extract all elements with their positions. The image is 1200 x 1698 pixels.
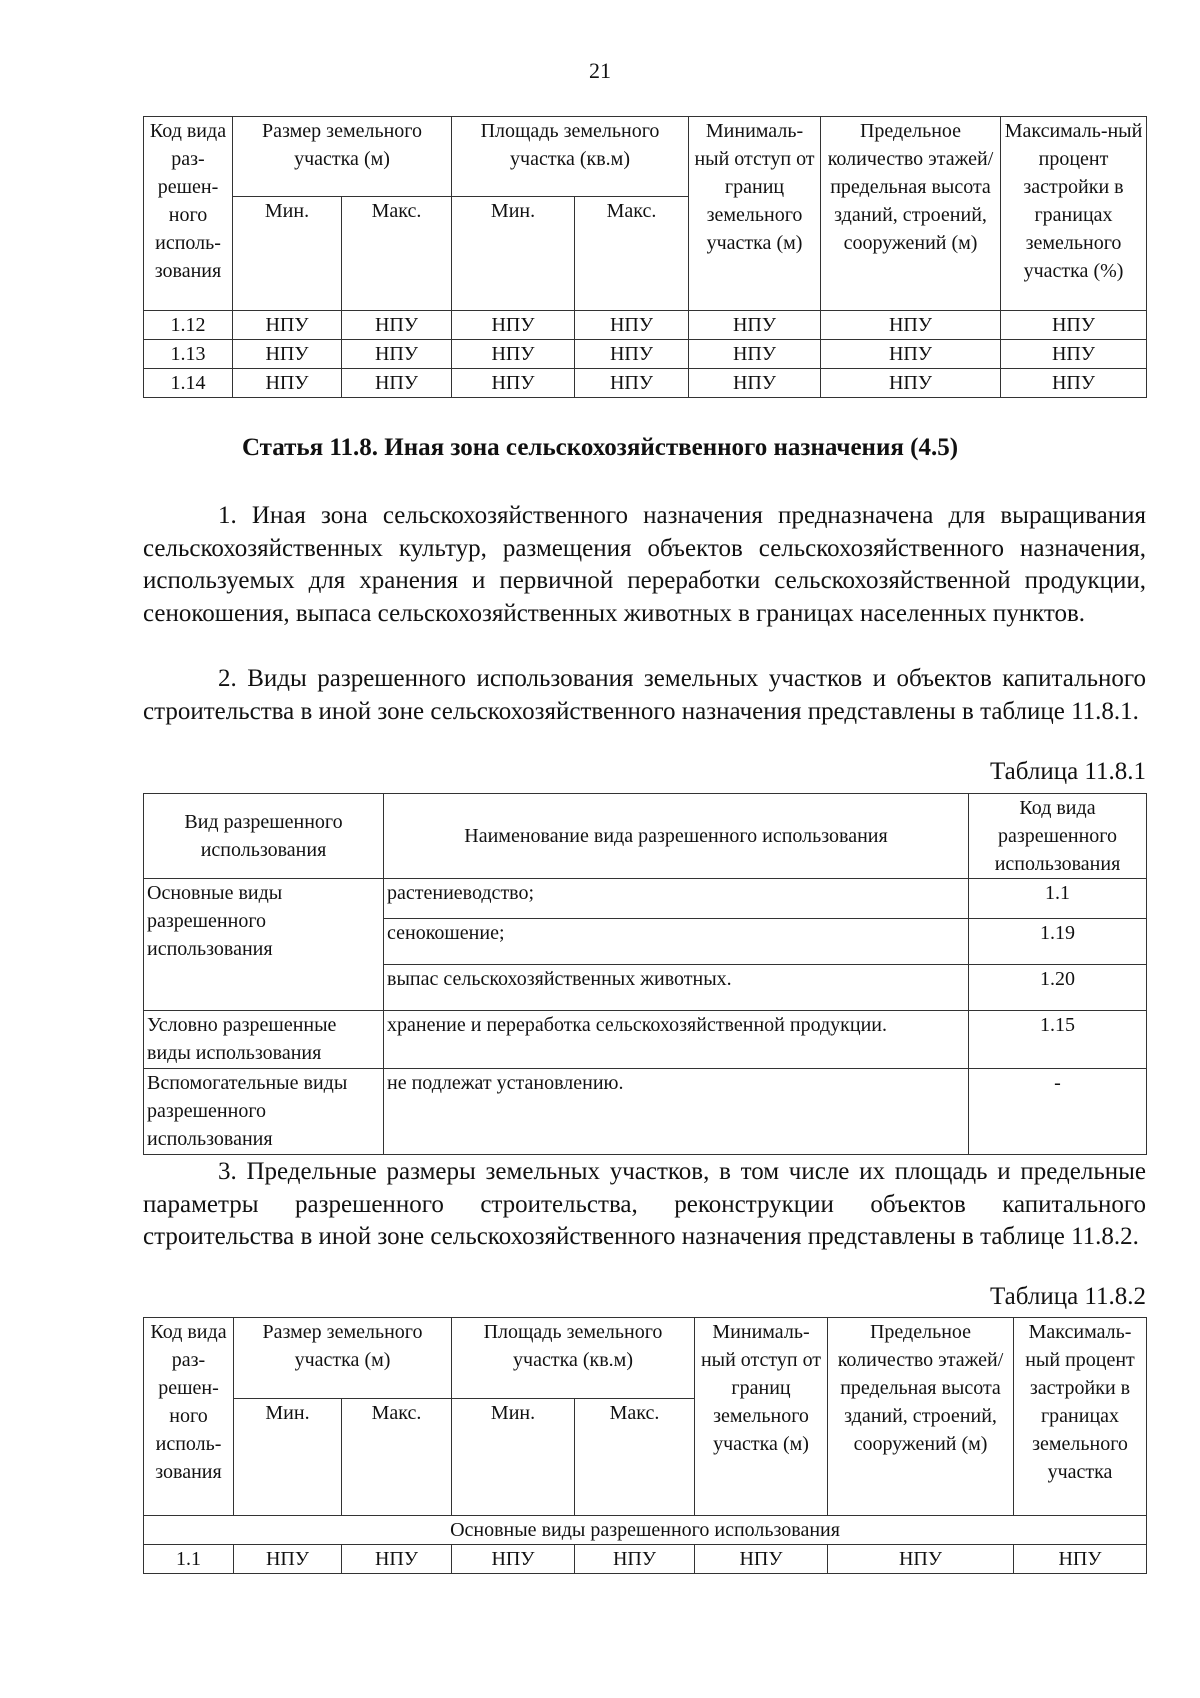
row-value: НПУ: [233, 340, 342, 369]
row-value: НПУ: [233, 311, 342, 340]
row-value: НПУ: [342, 311, 452, 340]
row-value: НПУ: [575, 1545, 695, 1574]
use-code: 1.19: [969, 919, 1147, 965]
row-value: НПУ: [689, 369, 821, 398]
row-code: 1.13: [144, 340, 233, 369]
page-number: 21: [589, 58, 611, 83]
header-area-max: Макс.: [575, 197, 689, 311]
paragraph-3: 3. Предельные размеры земельных участков, в том числе их площадь и предельные параметры разрешенного строительства, реконструкции объектов капитального строительства в иной зоне сельскохозяйственного назначения представлены в таблице 11.8.2.: [143, 1158, 1146, 1250]
parameters-table-continued: [143, 116, 1147, 398]
group-conditional-uses: Условно разрешенные виды использования: [144, 1011, 384, 1069]
parameters-table-11-8-2: [143, 1317, 1147, 1574]
header-code: Код вида раз-решен-ного исполь-зования: [144, 117, 233, 311]
header-max-floors: Предельное количество этажей/ предельная высота зданий, строений, сооружений (м): [828, 1318, 1014, 1516]
row-value: НПУ: [1001, 311, 1147, 340]
header-plot-area: Площадь земельного участка (кв.м): [452, 117, 689, 197]
row-value: НПУ: [575, 311, 689, 340]
header-plot-area: Площадь земельного участка (кв.м): [452, 1318, 695, 1399]
row-code: 1.1: [144, 1545, 234, 1574]
row-value: НПУ: [342, 369, 452, 398]
header-use-code: Код вида разрешенного использования: [969, 794, 1147, 879]
use-name: хранение и переработка сельскохозяйственной продукции.: [384, 1011, 969, 1069]
use-name: растениеводство;: [384, 879, 969, 919]
header-plot-size: Размер земельного участка (м): [234, 1318, 452, 1399]
header-code: Код вида раз-решен-ного исполь-зования: [144, 1318, 234, 1516]
row-value: НПУ: [689, 311, 821, 340]
table-row: [144, 340, 1147, 369]
header-size-max: Макс.: [342, 197, 452, 311]
section-main-uses: Основные виды разрешенного использования: [144, 1516, 1147, 1545]
row-value: НПУ: [342, 340, 452, 369]
table-caption-11-8-1: Таблица 11.8.1: [990, 758, 1146, 785]
row-value: НПУ: [233, 369, 342, 398]
row-value: НПУ: [452, 311, 575, 340]
use-name: не подлежат установлению.: [384, 1069, 969, 1155]
row-value: НПУ: [1001, 369, 1147, 398]
header-size-min: Мин.: [234, 1399, 342, 1516]
row-value: НПУ: [575, 369, 689, 398]
header-max-percent: Максималь-ный процент застройки в границах земельного участка: [1014, 1318, 1147, 1516]
header-max-percent: Максималь-ный процент застройки в границах земельного участка (%): [1001, 117, 1147, 311]
header-min-setback: Минималь-ный отступ от границ земельного участка (м): [689, 117, 821, 311]
header-area-min: Мин.: [452, 197, 575, 311]
row-value: НПУ: [828, 1545, 1014, 1574]
row-value: НПУ: [1001, 340, 1147, 369]
row-value: НПУ: [821, 340, 1001, 369]
header-size-max: Макс.: [342, 1399, 452, 1516]
table-row: [144, 311, 1147, 340]
article-heading: Статья 11.8. Иная зона сельскохозяйственного назначения (4.5): [241, 434, 959, 461]
row-value: НПУ: [342, 1545, 452, 1574]
header-area-max: Макс.: [575, 1399, 695, 1516]
use-name: выпас сельскохозяйственных животных.: [384, 965, 969, 1011]
row-value: НПУ: [1014, 1545, 1147, 1574]
header-use-name: Наименование вида разрешенного использования: [384, 794, 969, 879]
row-code: 1.14: [144, 369, 233, 398]
use-code: 1.1: [969, 879, 1147, 919]
use-code: 1.15: [969, 1011, 1147, 1069]
table-row: [144, 1545, 1147, 1574]
group-auxiliary-uses: Вспомогательные виды разрешенного использования: [144, 1069, 384, 1155]
header-size-min: Мин.: [233, 197, 342, 311]
table-caption-11-8-2: Таблица 11.8.2: [990, 1283, 1146, 1310]
permitted-use-table: [143, 793, 1147, 1155]
row-value: НПУ: [689, 340, 821, 369]
paragraph-1: 1. Иная зона сельскохозяйственного назначения предназначена для выращивания сельскохозяйственных культур, размещения объектов сельскохозяйственного назначения, используемых для хранения и первичной переработки сельскохозяйственной продукции, сенокошения, выпаса сельскохозяйственных животных в границах населенных пунктов.: [143, 502, 1146, 627]
use-code: -: [969, 1069, 1147, 1155]
table-row: [144, 369, 1147, 398]
use-code: 1.20: [969, 965, 1147, 1011]
row-value: НПУ: [821, 311, 1001, 340]
row-value: НПУ: [695, 1545, 828, 1574]
header-min-setback: Минималь-ный отступ от границ земельного участка (м): [695, 1318, 828, 1516]
row-value: НПУ: [821, 369, 1001, 398]
row-value: НПУ: [575, 340, 689, 369]
paragraph-2: 2. Виды разрешенного использования земельных участков и объектов капитального строительства в иной зоне сельскохозяйственного назначения представлены в таблице 11.8.1.: [143, 665, 1146, 725]
row-value: НПУ: [452, 369, 575, 398]
header-plot-size: Размер земельного участка (м): [233, 117, 452, 197]
row-value: НПУ: [452, 1545, 575, 1574]
row-value: НПУ: [452, 340, 575, 369]
group-main-uses: Основные виды разрешенного использования: [144, 879, 384, 1011]
header-area-min: Мин.: [452, 1399, 575, 1516]
header-use-type: Вид разрешенного использования: [144, 794, 384, 879]
header-max-floors: Предельное количество этажей/ предельная высота зданий, строений, сооружений (м): [821, 117, 1001, 311]
row-code: 1.12: [144, 311, 233, 340]
use-name: сенокошение;: [384, 919, 969, 965]
row-value: НПУ: [234, 1545, 342, 1574]
